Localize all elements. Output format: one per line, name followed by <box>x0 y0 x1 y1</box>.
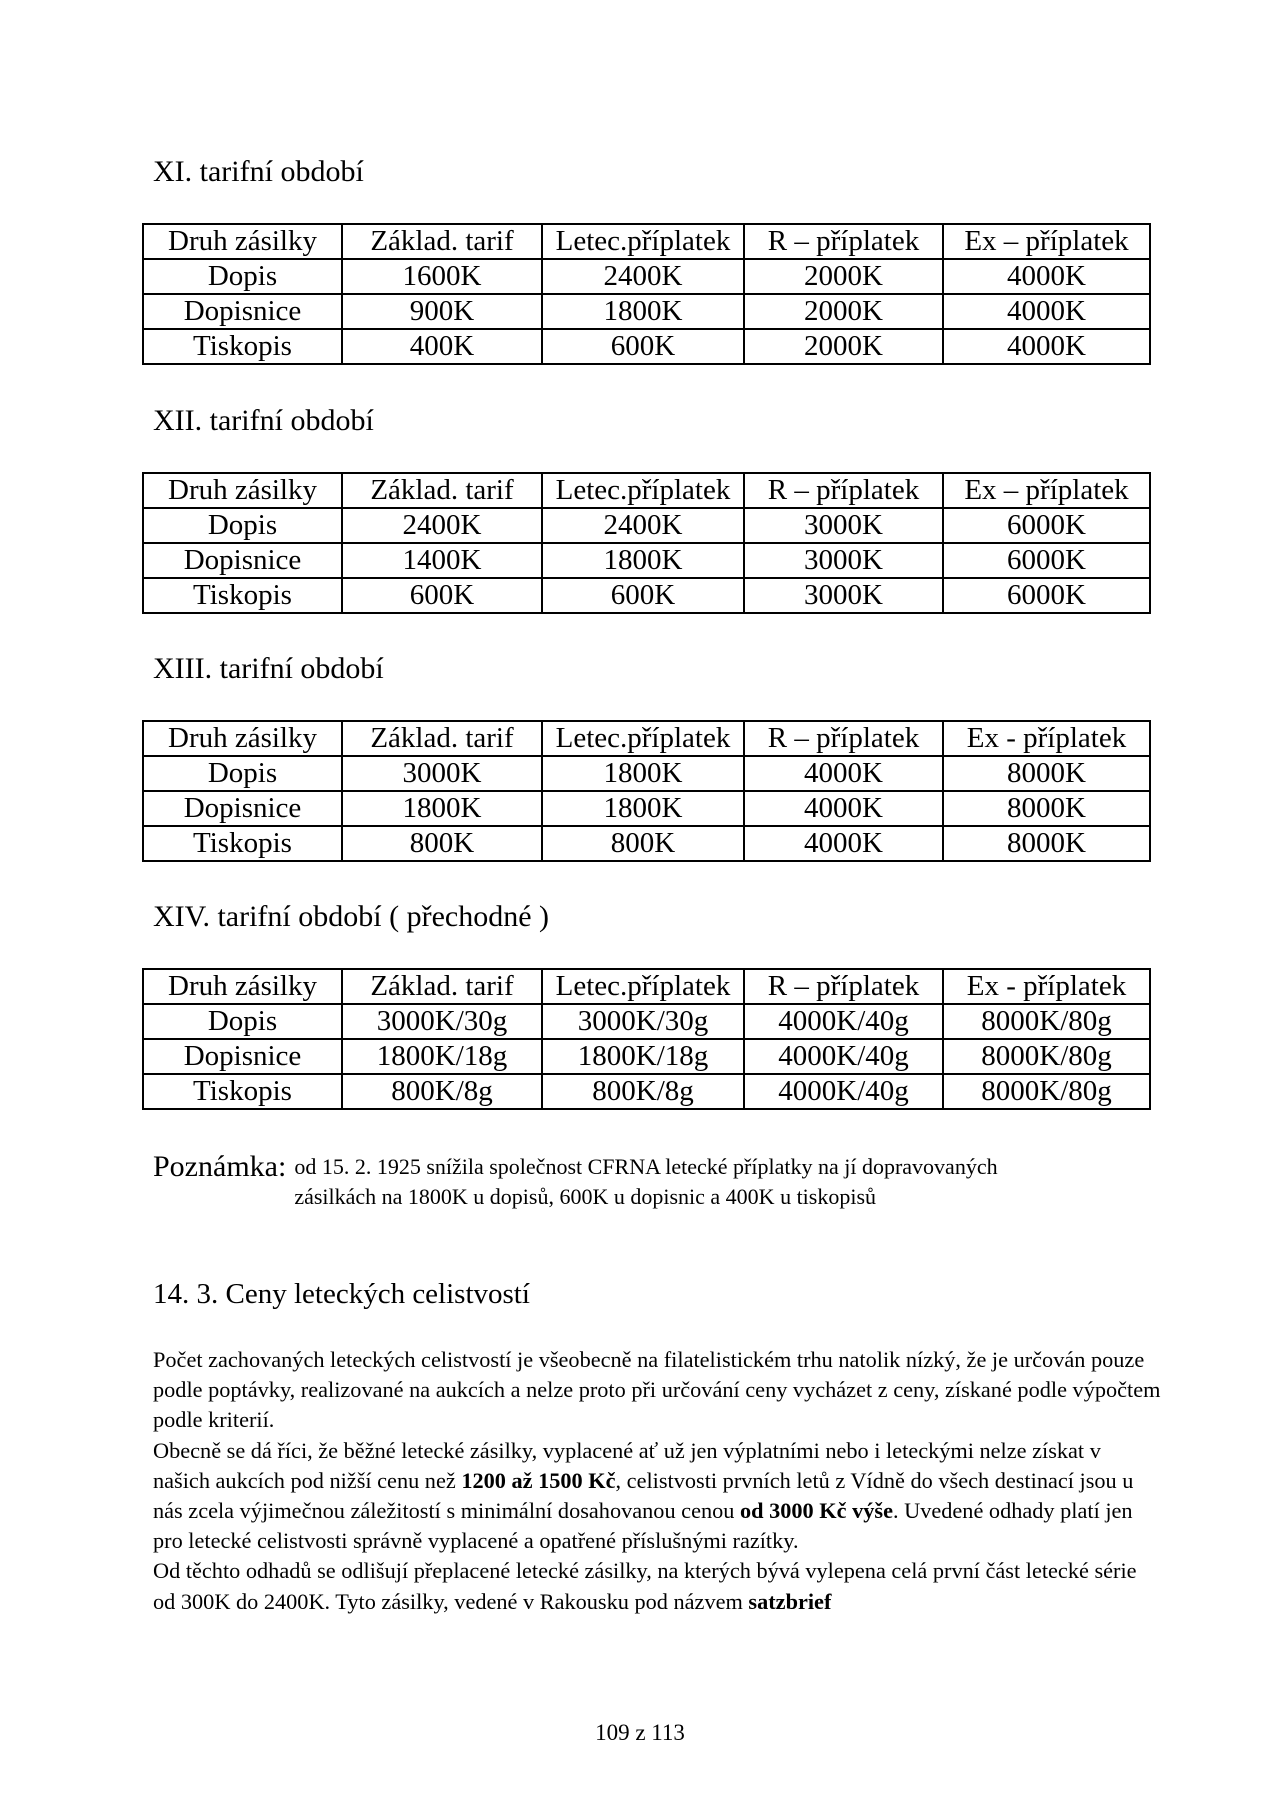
table-cell: Tiskopis <box>143 826 342 861</box>
table-cell: 8000K/80g <box>943 1074 1150 1109</box>
paragraph-1: Počet zachovaných leteckých celistvostí je všeobecně na filatelistickém trhu natolik nízký, že je určován pouze podle poptávky, realizované na aukcích a nelze proto při určování ceny vycházet z ceny, získané podle výpočtem podle kriterií. <box>153 1347 1161 1433</box>
table-cell: 600K <box>342 578 542 613</box>
table-cell: 4000K/40g <box>744 1074 943 1109</box>
tariff-table-xi <box>142 223 1151 365</box>
table-cell: 8000K/80g <box>943 1004 1150 1039</box>
header-cell: Druh zásilky <box>143 224 342 259</box>
table-cell: 800K <box>542 826 744 861</box>
table-cell: 3000K <box>342 756 542 791</box>
table-row <box>143 329 1150 364</box>
table-cell: 1800K <box>542 543 744 578</box>
table-cell: 1800K/18g <box>342 1039 542 1074</box>
paragraph-2-text: . Uvedené odhady platí jen pro letecké celistvosti správně vyplacené a opatřené příslušnými razítky. <box>153 1498 1133 1554</box>
table-cell: 2400K <box>542 508 744 543</box>
table-cell: 600K <box>542 578 744 613</box>
header-cell: Letec.příplatek <box>542 721 744 756</box>
table-cell: 800K/8g <box>542 1074 744 1109</box>
table-cell: 3000K <box>744 508 943 543</box>
table-cell: 1800K/18g <box>542 1039 744 1074</box>
table-cell: 3000K/30g <box>342 1004 542 1039</box>
table-row <box>143 826 1150 861</box>
table-row <box>143 578 1150 613</box>
table-cell: 1600K <box>342 259 542 294</box>
note-line-2: zásilkách na 1800K u dopisů, 600K u dopisnic a 400K u tiskopisů <box>294 1184 877 1209</box>
table-cell: 3000K <box>744 543 943 578</box>
table-cell: 2000K <box>744 294 943 329</box>
table-cell: Tiskopis <box>143 1074 342 1109</box>
table-cell: Dopis <box>143 508 342 543</box>
table-cell: Dopis <box>143 259 342 294</box>
table-cell: Dopis <box>143 1004 342 1039</box>
table-header-row <box>143 721 1150 756</box>
table-cell: Tiskopis <box>143 578 342 613</box>
table-cell: 600K <box>542 329 744 364</box>
table-cell: 3000K <box>744 578 943 613</box>
header-cell: Ex – příplatek <box>943 473 1150 508</box>
header-cell: R – příplatek <box>744 721 943 756</box>
table-header-row <box>143 473 1150 508</box>
table-cell: 6000K <box>943 543 1150 578</box>
satzbrief-bold: satzbrief <box>748 1588 832 1614</box>
header-cell: Druh zásilky <box>143 473 342 508</box>
table-cell: Dopisnice <box>143 791 342 826</box>
note-text <box>294 1152 1144 1212</box>
header-cell: Letec.příplatek <box>542 969 744 1004</box>
table-cell: 8000K <box>943 756 1150 791</box>
table-row <box>143 294 1150 329</box>
table-row <box>143 1074 1150 1109</box>
tariff-table-xii <box>142 472 1151 614</box>
table-cell: 4000K/40g <box>744 1039 943 1074</box>
table-cell: Dopisnice <box>143 294 342 329</box>
note-label: Poznámka: <box>153 1150 287 1183</box>
header-cell: R – příplatek <box>744 224 943 259</box>
period-title-xiv: XIV. tarifní období ( přechodné ) <box>153 900 550 933</box>
note-line-1: od 15. 2. 1925 snížila společnost CFRNA letecké příplatky na jí dopravovaných <box>294 1154 998 1179</box>
header-cell: Základ. tarif <box>342 969 542 1004</box>
price-range-bold: 1200 až 1500 Kč <box>461 1467 616 1493</box>
table-cell: 800K <box>342 826 542 861</box>
paragraph-2-text: Obecně se dá říci, že běžné letecké zásilky, vyplacené ať už jen výplatními nebo i leteckými nelze získat v našich aukcích pod nižší cenu než <box>153 1437 1101 1493</box>
price-min-bold: od 3000 Kč výše <box>739 1498 893 1524</box>
table-cell: 4000K <box>744 756 943 791</box>
table-cell: 4000K <box>744 826 943 861</box>
table-row <box>143 1004 1150 1039</box>
table-row <box>143 1039 1150 1074</box>
header-cell: Ex – příplatek <box>943 224 1150 259</box>
tariff-table-xiii <box>142 720 1151 862</box>
table-cell: 1800K <box>542 756 744 791</box>
table-cell: 4000K <box>943 259 1150 294</box>
header-cell: Ex - příplatek <box>943 721 1150 756</box>
table-row <box>143 756 1150 791</box>
table-cell: Tiskopis <box>143 329 342 364</box>
table-cell: 900K <box>342 294 542 329</box>
table-cell: Dopis <box>143 756 342 791</box>
table-cell: 1400K <box>342 543 542 578</box>
paragraph-2 <box>153 1436 1163 1557</box>
period-title-xiii: XIII. tarifní období <box>153 652 384 685</box>
table-cell: 1800K <box>342 791 542 826</box>
table-cell: 4000K/40g <box>744 1004 943 1039</box>
header-cell: Druh zásilky <box>143 969 342 1004</box>
header-cell: R – příplatek <box>744 473 943 508</box>
table-header-row <box>143 969 1150 1004</box>
table-cell: 1800K <box>542 294 744 329</box>
period-title-xii: XII. tarifní období <box>153 404 374 437</box>
table-row <box>143 259 1150 294</box>
table-row <box>143 791 1150 826</box>
table-cell: 6000K <box>943 508 1150 543</box>
table-cell: 3000K/30g <box>542 1004 744 1039</box>
table-row <box>143 508 1150 543</box>
period-title-xi: XI. tarifní období <box>153 155 364 188</box>
body-text <box>153 1345 1163 1617</box>
table-row <box>143 543 1150 578</box>
header-cell: Základ. tarif <box>342 473 542 508</box>
header-cell: Ex - příplatek <box>943 969 1150 1004</box>
header-cell: Letec.příplatek <box>542 224 744 259</box>
table-header-row <box>143 224 1150 259</box>
table-cell: 4000K <box>943 329 1150 364</box>
tariff-table-xiv <box>142 968 1151 1110</box>
table-cell: 2400K <box>542 259 744 294</box>
header-cell: Letec.příplatek <box>542 473 744 508</box>
paragraph-3-text: Od těchto odhadů se odlišují přeplacené letecké zásilky, na kterých bývá vylepena celá první část letecké série od 300K do 2400K. Tyto zásilky, vedené v Rakousku pod názvem <box>153 1558 1137 1614</box>
section-heading: 14. 3. Ceny leteckých celistvostí <box>153 1278 530 1310</box>
table-cell: Dopisnice <box>143 543 342 578</box>
page-number: 109 z 113 <box>595 1720 685 1745</box>
table-cell: 2000K <box>744 329 943 364</box>
header-cell: Základ. tarif <box>342 224 542 259</box>
paragraph-2-text: , celistvosti prvních letů z Vídně do všech destinací jsou u nás zcela výjimečnou záležitostí s minimální dosahovanou cenou <box>153 1467 1134 1524</box>
paragraph-3 <box>153 1556 1163 1616</box>
table-cell: 2000K <box>744 259 943 294</box>
table-cell: 800K/8g <box>342 1074 542 1109</box>
note-block <box>153 1150 1173 1212</box>
table-cell: 400K <box>342 329 542 364</box>
table-cell: 6000K <box>943 578 1150 613</box>
table-cell: 2400K <box>342 508 542 543</box>
table-cell: Dopisnice <box>143 1039 342 1074</box>
table-cell: 8000K <box>943 826 1150 861</box>
header-cell: Základ. tarif <box>342 721 542 756</box>
table-cell: 4000K <box>744 791 943 826</box>
header-cell: R – příplatek <box>744 969 943 1004</box>
table-cell: 4000K <box>943 294 1150 329</box>
header-cell: Druh zásilky <box>143 721 342 756</box>
table-cell: 8000K/80g <box>943 1039 1150 1074</box>
table-cell: 8000K <box>943 791 1150 826</box>
table-cell: 1800K <box>542 791 744 826</box>
